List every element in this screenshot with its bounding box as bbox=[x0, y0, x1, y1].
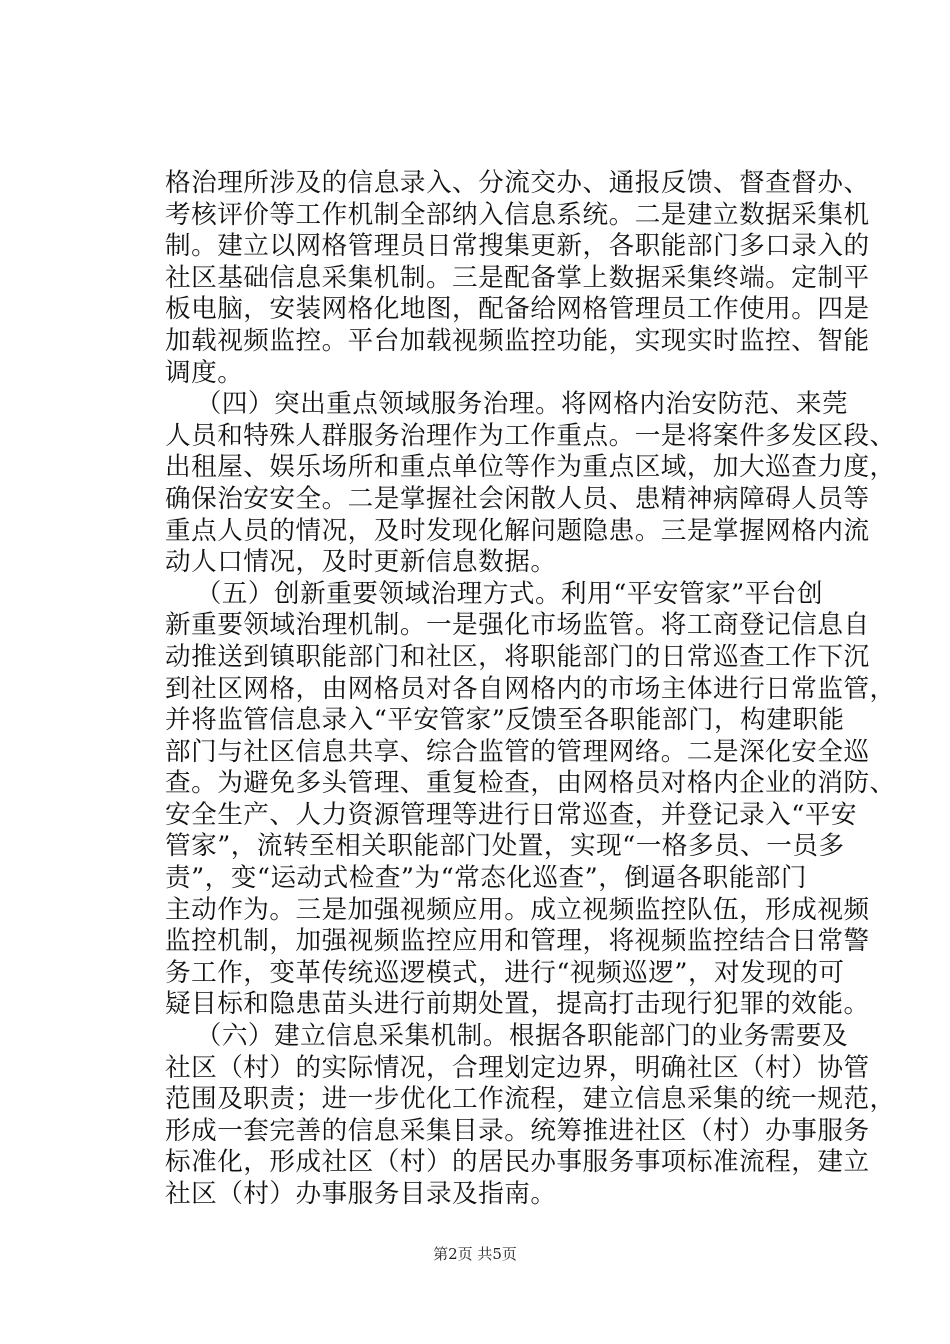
section-heading-line: （五）创新重要领域治理方式。利用“平安管家”平台创 bbox=[195, 578, 824, 609]
text-line: 重点人员的情况，及时发现化解问题隐患。三是掌握网格内流 bbox=[165, 515, 870, 546]
text-line: 社区基础信息采集机制。三是配备掌上数据采集终端。定制平 bbox=[165, 262, 870, 293]
text-line: 制。建立以网格管理员日常搜集更新，各职能部门多口录入的 bbox=[165, 231, 870, 262]
text-line: 动人口情况，及时更新信息数据。 bbox=[165, 547, 557, 578]
text-line: 安全生产、人力资源管理等进行日常巡查，并登记录入“平安 bbox=[165, 799, 858, 830]
text-line: 人员和特殊人群服务治理作为工作重点。一是将案件多发区段、 bbox=[165, 420, 896, 451]
page-number-footer: 第2页 共5页 bbox=[433, 1245, 517, 1263]
text-line: 格治理所涉及的信息录入、分流交办、通报反馈、督查督办、 bbox=[165, 168, 870, 198]
text-line: 管家”，流转至相关职能部门处置，实现“一格多员、一员多 bbox=[165, 831, 845, 862]
text-line: 考核评价等工作机制全部纳入信息系统。二是建立数据采集机 bbox=[165, 199, 870, 230]
text-line: 板电脑，安装网格化地图，配备给网格管理员工作使用。四是 bbox=[165, 294, 870, 325]
text-line: 责”，变“运动式检查”为“常态化巡查”，倒逼各职能部门 bbox=[165, 863, 807, 894]
text-line: 并将监管信息录入“平安管家”反馈至各职能部门，构建职能 bbox=[165, 705, 845, 736]
text-line: 主动作为。三是加强视频应用。成立视频监控队伍，形成视频 bbox=[165, 894, 870, 925]
text-line: 社区（村）办事服务目录及指南。 bbox=[165, 1179, 557, 1209]
text-line: 形成一套完善的信息采集目录。统筹推进社区（村）办事服务 bbox=[165, 1115, 870, 1146]
text-line: 务工作，变革传统巡逻模式，进行“视频巡逻”，对发现的可 bbox=[165, 957, 845, 988]
text-line: 动推送到镇职能部门和社区，将职能部门的日常巡查工作下沉 bbox=[165, 641, 870, 672]
text-line: 到社区网格，由网格员对各自网格内的市场主体进行日常监管， bbox=[165, 673, 896, 704]
text-line: 部门与社区信息共享、综合监管的管理网络。二是深化安全巡 bbox=[165, 736, 870, 767]
section-heading-line: （六）建立信息采集机制。根据各职能部门的业务需要及 bbox=[195, 1021, 849, 1052]
text-line: 出租屋、娱乐场所和重点单位等作为重点区域，加大巡查力度， bbox=[165, 452, 896, 483]
document-body bbox=[165, 168, 896, 1211]
section-heading-line: （四）突出重点领域服务治理。将网格内治安防范、来莞 bbox=[195, 389, 849, 420]
text-line: 疑目标和隐患苗头进行前期处置，提高打击现行犯罪的效能。 bbox=[165, 989, 870, 1020]
text-line: 标准化，形成社区（村）的居民办事服务事项标准流程，建立 bbox=[165, 1147, 870, 1178]
text-line: 监控机制，加强视频监控应用和管理，将视频监控结合日常警 bbox=[165, 926, 870, 957]
text-line: 加载视频监控。平台加载视频监控功能，实现实时监控、智能 bbox=[165, 325, 870, 356]
text-line: 范围及职责；进一步优化工作流程，建立信息采集的统一规范， bbox=[165, 1084, 896, 1115]
text-line: 查。为避免多头管理、重复检查，由网格员对格内企业的消防、 bbox=[165, 768, 896, 799]
text-line: 调度。 bbox=[165, 357, 244, 388]
text-line: 社区（村）的实际情况，合理划定边界，明确社区（村）协管 bbox=[165, 1052, 870, 1083]
text-line: 新重要领域治理机制。一是强化市场监管。将工商登记信息自 bbox=[165, 610, 870, 641]
text-line: 确保治安安全。二是掌握社会闲散人员、患精神病障碍人员等 bbox=[165, 483, 870, 514]
